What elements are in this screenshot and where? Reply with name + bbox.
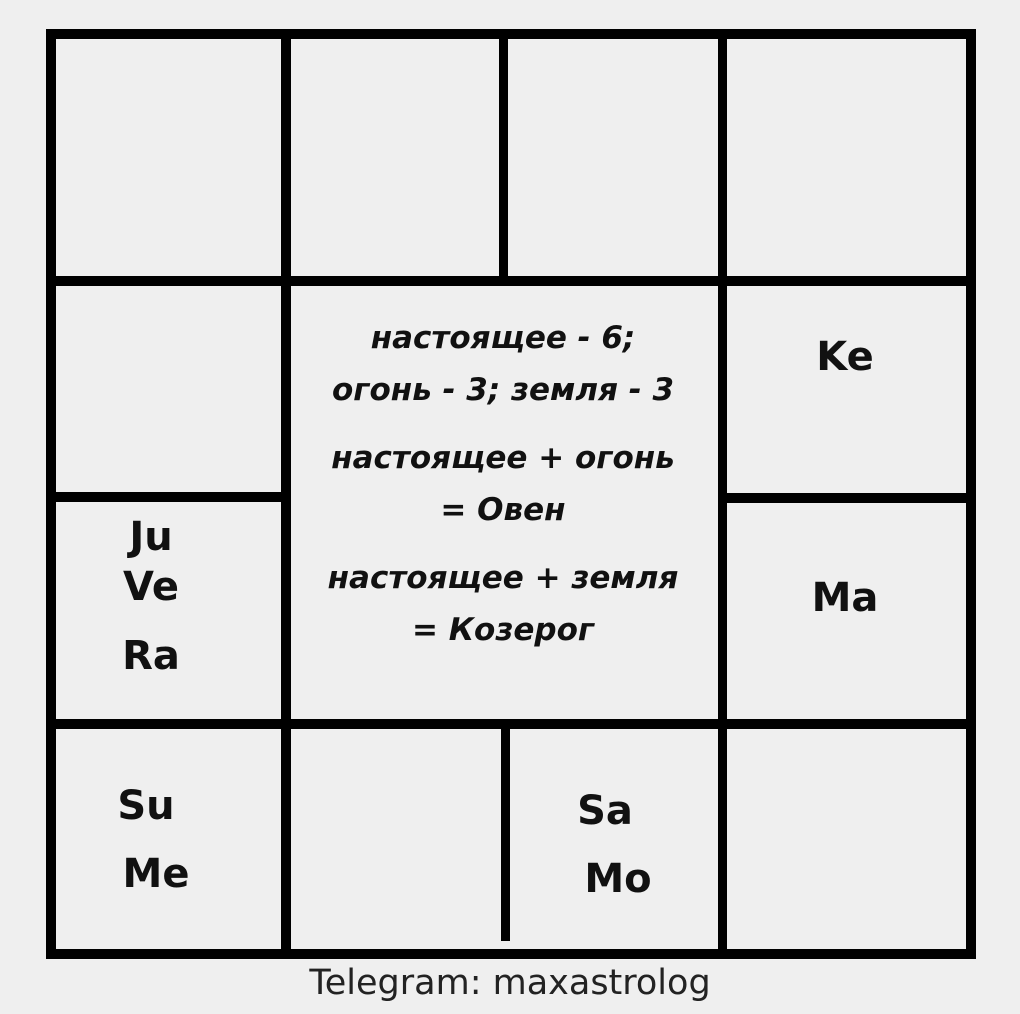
house-label-mo: Mo	[584, 856, 652, 902]
house-label-ve: Ve	[123, 564, 179, 610]
grid-horizontal-bottom	[46, 719, 976, 729]
grid-vertical-middle-bottom	[501, 724, 510, 941]
border-bottom	[46, 949, 976, 959]
house-label-ra: Ra	[122, 633, 180, 679]
house-label-sa: Sa	[577, 788, 633, 834]
grid-horizontal-left-middle	[46, 492, 286, 502]
center-text-line-1: настоящее - 6;	[370, 320, 636, 356]
grid-horizontal-top	[46, 276, 976, 286]
center-text-line-3: настоящее + огонь	[331, 440, 675, 476]
house-label-su: Su	[117, 783, 175, 829]
center-text-line-5: настоящее + земля	[327, 560, 679, 596]
grid-horizontal-right-middle	[722, 493, 976, 503]
border-top	[46, 29, 976, 39]
telegram-caption: Telegram: maxastrolog	[309, 963, 711, 1003]
house-label-ma: Ma	[811, 575, 879, 621]
house-label-ke: Ke	[816, 334, 874, 380]
house-label-me: Me	[122, 851, 190, 897]
center-text-line-4: = Овен	[440, 492, 566, 528]
center-text-line-6: = Козерог	[411, 612, 595, 648]
center-text-line-2: огонь - 3; земля - 3	[331, 372, 675, 408]
house-label-ju: Ju	[129, 514, 173, 560]
grid-vertical-middle-top	[499, 29, 508, 281]
